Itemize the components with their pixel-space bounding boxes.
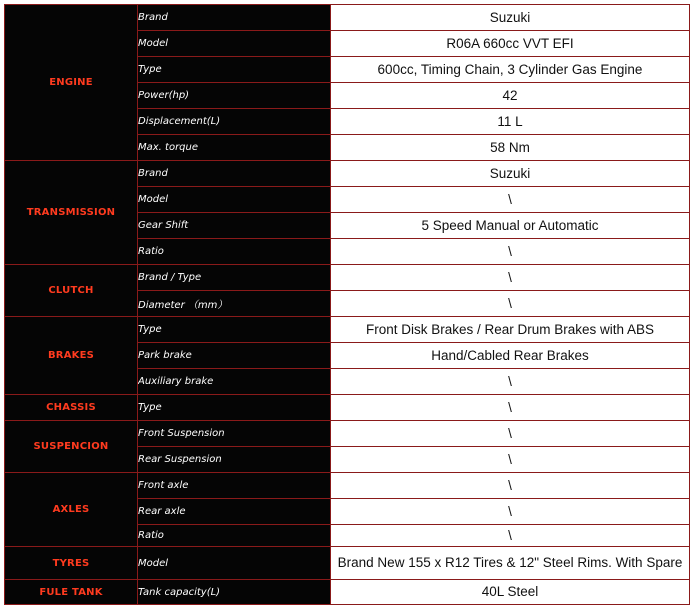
row-value: Hand/Cabled Rear Brakes [331, 343, 690, 369]
row-label: Brand [138, 5, 331, 31]
row-label: Type [138, 395, 331, 421]
table-row [5, 317, 690, 343]
row-label: Park brake [138, 343, 331, 369]
table-row [5, 395, 690, 421]
category-chassis: CHASSIS [5, 395, 138, 421]
row-label: Type [138, 57, 331, 83]
row-value: \ [331, 473, 690, 499]
row-label: Ratio [138, 239, 331, 265]
row-value: 40L Steel [331, 580, 690, 605]
row-value: Brand New 155 x R12 Tires & 12" Steel Rims. With Spare [331, 547, 690, 580]
row-label: Rear Suspension [138, 447, 331, 473]
row-label: Auxiliary brake [138, 369, 331, 395]
row-value: \ [331, 447, 690, 473]
category-brakes: BRAKES [5, 317, 138, 395]
category-axles: AXLES [5, 473, 138, 547]
row-value: 42 [331, 83, 690, 109]
row-value: 58 Nm [331, 135, 690, 161]
row-label: Rear axle [138, 499, 331, 525]
table-row [5, 265, 690, 291]
row-value: 5 Speed Manual or Automatic [331, 213, 690, 239]
table-row [5, 473, 690, 499]
row-label: Type [138, 317, 331, 343]
row-label: Power(hp) [138, 83, 331, 109]
row-value: \ [331, 525, 690, 547]
row-value: 600cc, Timing Chain, 3 Cylinder Gas Engine [331, 57, 690, 83]
row-label: Front axle [138, 473, 331, 499]
row-value: \ [331, 291, 690, 317]
row-label: Tank capacity(L) [138, 580, 331, 605]
category-clutch: CLUTCH [5, 265, 138, 317]
table-row [5, 547, 690, 580]
row-value: \ [331, 369, 690, 395]
row-label: Diameter （mm） [138, 291, 331, 317]
row-label: Model [138, 187, 331, 213]
row-value: \ [331, 395, 690, 421]
row-label: Front Suspension [138, 421, 331, 447]
row-label: Model [138, 31, 331, 57]
row-label: Brand / Type [138, 265, 331, 291]
row-label: Model [138, 547, 331, 580]
table-row [5, 580, 690, 605]
category-tyres: TYRES [5, 547, 138, 580]
row-value: Suzuki [331, 5, 690, 31]
table-row [5, 421, 690, 447]
row-label: Max. torque [138, 135, 331, 161]
row-value: R06A 660cc VVT EFI [331, 31, 690, 57]
row-label: Ratio [138, 525, 331, 547]
row-value: \ [331, 239, 690, 265]
row-value: Suzuki [331, 161, 690, 187]
row-label: Displacement(L) [138, 109, 331, 135]
category-engine: ENGINE [5, 5, 138, 161]
category-suspension: SUSPENCION [5, 421, 138, 473]
row-value: \ [331, 499, 690, 525]
row-label: Gear Shift [138, 213, 331, 239]
row-value: Front Disk Brakes / Rear Drum Brakes with ABS [331, 317, 690, 343]
row-label: Brand [138, 161, 331, 187]
row-value: \ [331, 421, 690, 447]
row-value: 11 L [331, 109, 690, 135]
table-row [5, 161, 690, 187]
row-value: \ [331, 187, 690, 213]
row-value: \ [331, 265, 690, 291]
table-row [5, 5, 690, 31]
category-transmission: TRANSMISSION [5, 161, 138, 265]
spec-table [4, 4, 690, 605]
category-fuel-tank: FULE TANK [5, 580, 138, 605]
